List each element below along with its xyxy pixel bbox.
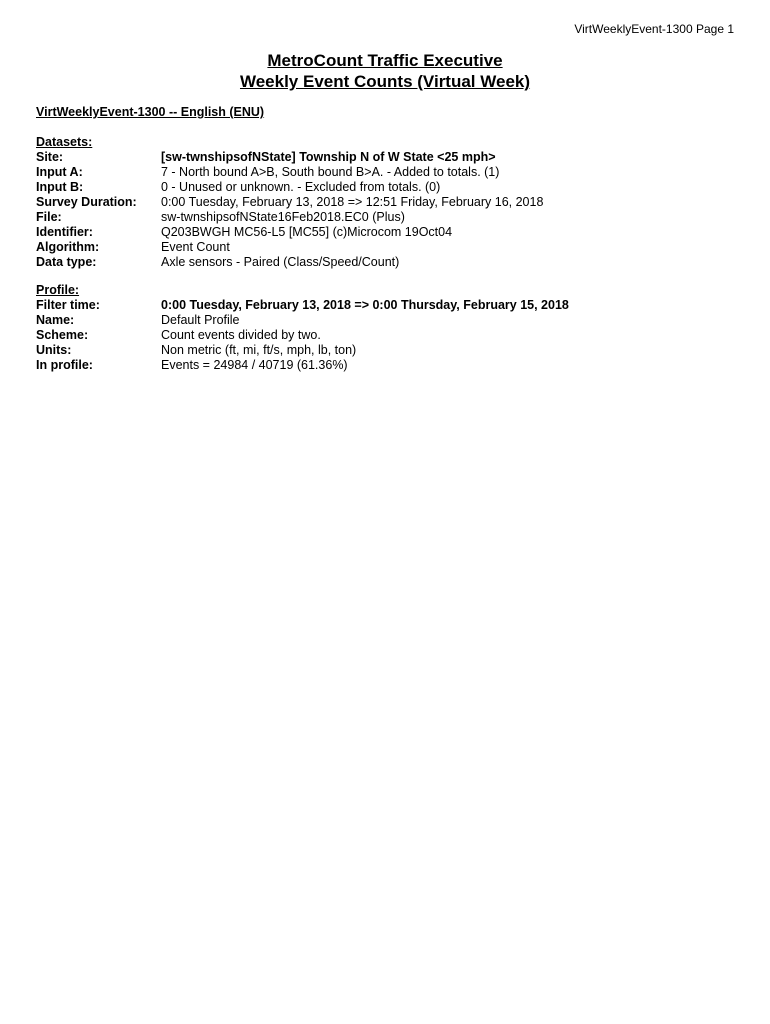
profile-heading: Profile: (36, 283, 80, 297)
input-a-row (36, 165, 543, 180)
identifier-value: Q203BWGH MC56-L5 [MC55] (c)Microcom 19Oct04 (161, 225, 453, 239)
scheme-label: Scheme: (36, 328, 89, 342)
title-block (0, 50, 770, 92)
units-label: Units: (36, 343, 72, 357)
report-title: MetroCount Traffic Executive (267, 51, 503, 70)
survey-duration-value: 0:00 Tuesday, February 13, 2018 => 12:51 Friday, February 16, 2018 (161, 195, 544, 209)
report-name-language: VirtWeeklyEvent-1300 -- English (ENU) (36, 105, 265, 119)
data-type-label: Data type: (36, 255, 97, 269)
site-value: [sw-twnshipsofNState] Township N of W State <25 mph> (161, 150, 496, 164)
file-label: File: (36, 210, 62, 224)
scheme-value: Count events divided by two. (161, 328, 321, 342)
survey-duration-label: Survey Duration: (36, 195, 137, 209)
algorithm-value: Event Count (161, 240, 230, 254)
datasets-section (36, 135, 543, 270)
file-row (36, 210, 543, 225)
in-profile-value: Events = 24984 / 40719 (61.36%) (161, 358, 348, 372)
scheme-row (36, 328, 569, 343)
filter-time-row (36, 298, 569, 313)
file-value: sw-twnshipsofNState16Feb2018.EC0 (Plus) (161, 210, 405, 224)
site-label: Site: (36, 150, 64, 164)
units-row (36, 343, 569, 358)
filter-time-value: 0:00 Tuesday, February 13, 2018 => 0:00 Thursday, February 15, 2018 (161, 298, 569, 312)
name-label: Name: (36, 313, 75, 327)
page-header: VirtWeeklyEvent-1300 Page 1 (574, 22, 734, 36)
filter-time-label: Filter time: (36, 298, 100, 312)
identifier-label: Identifier: (36, 225, 93, 239)
data-type-value: Axle sensors - Paired (Class/Speed/Count) (161, 255, 400, 269)
units-value: Non metric (ft, mi, ft/s, mph, lb, ton) (161, 343, 357, 357)
data-type-row (36, 255, 543, 270)
site-row (36, 150, 543, 165)
survey-duration-row (36, 195, 543, 210)
input-b-label: Input B: (36, 180, 84, 194)
input-a-value: 7 - North bound A>B, South bound B>A. - Added to totals. (1) (161, 165, 500, 179)
in-profile-row (36, 358, 569, 373)
input-b-value: 0 - Unused or unknown. - Excluded from totals. (0) (161, 180, 441, 194)
name-value: Default Profile (161, 313, 240, 327)
profile-section (36, 283, 569, 373)
algorithm-row (36, 240, 543, 255)
in-profile-label: In profile: (36, 358, 93, 372)
input-b-row (36, 180, 543, 195)
report-subtitle: Weekly Event Counts (Virtual Week) (239, 72, 531, 91)
input-a-label: Input A: (36, 165, 83, 179)
datasets-heading: Datasets: (36, 135, 93, 149)
algorithm-label: Algorithm: (36, 240, 100, 254)
identifier-row (36, 225, 543, 240)
name-row (36, 313, 569, 328)
